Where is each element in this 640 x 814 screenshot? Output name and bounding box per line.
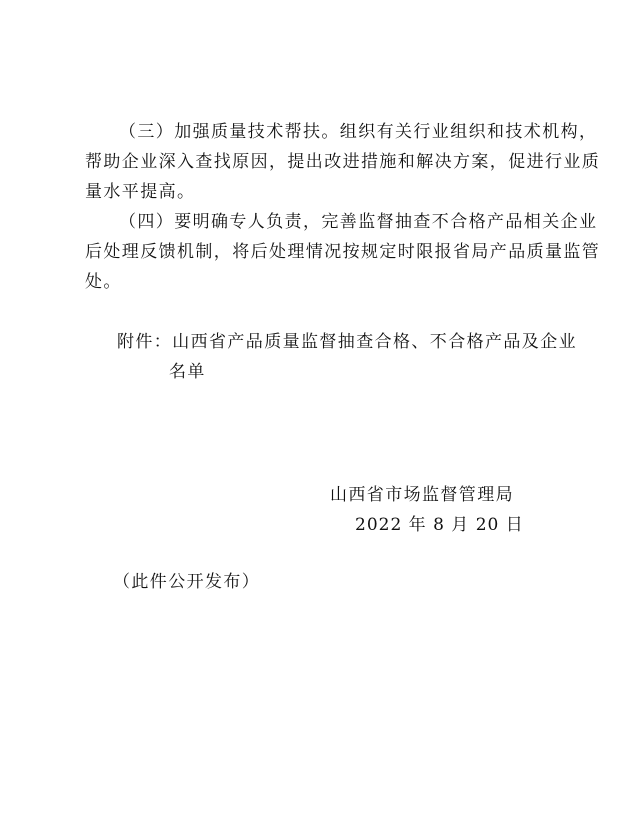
issue-date: 2022 年 8 月 20 日 [355,515,524,535]
paragraph-3 [85,117,601,207]
issuer-name: 山西省市场监督管理局 [330,485,514,505]
attachment-line-2: 名单 [169,362,206,382]
paragraph-3-line-1: （三）加强质量技术帮扶。组织有关行业组织和技术机构， [119,122,598,142]
attachment-note [117,327,577,387]
paragraph-4 [85,207,601,297]
paragraph-3-line-2: 帮助企业深入查找原因，提出改进措施和解决方案，促进行业质 [85,152,601,172]
paragraph-3-line-3: 量水平提高。 [85,182,196,202]
paragraph-4-line-1: （四）要明确专人负责，完善监督抽查不合格产品相关企业 [119,212,598,232]
paragraph-4-line-2: 后处理反馈机制，将后处理情况按规定时限报省局产品质量监管 [85,242,601,262]
publication-note: （此件公开发布） [113,572,261,592]
attachment-line-1: 附件：山西省产品质量监督抽查合格、不合格产品及企业 [117,332,577,352]
paragraph-4-line-3: 处。 [85,272,122,292]
